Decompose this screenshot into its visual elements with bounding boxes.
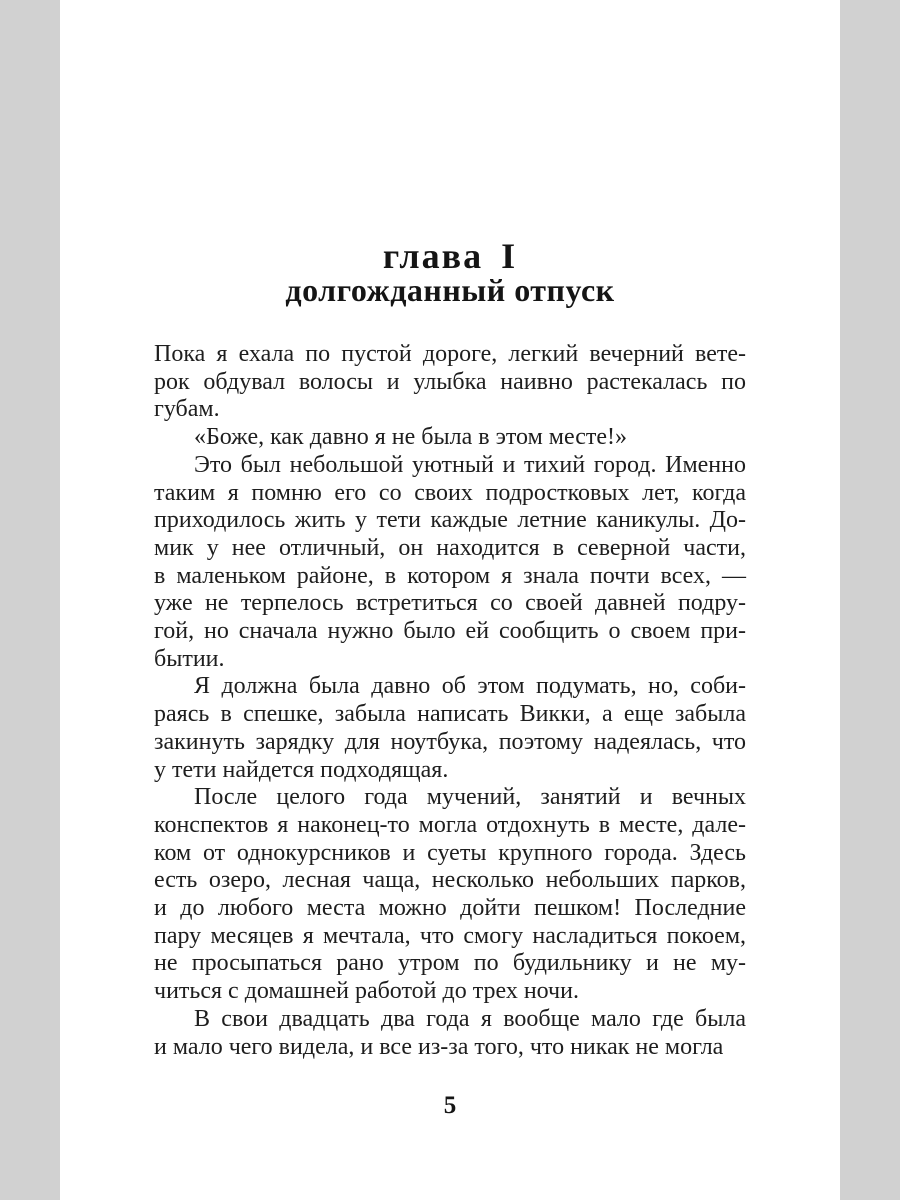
text-line: и мало чего видела, и все из-за того, что никак не могла — [154, 1033, 724, 1060]
text-line: После целого года мучений, занятий и вечных — [194, 784, 746, 811]
text-line: ком от однокурсников и суеты крупного города. Здесь — [154, 839, 746, 866]
text-line: Пока я ехала по пустой дороге, легкий вечерний вете- — [154, 341, 746, 367]
chapter-subtitle: долгожданный отпуск — [285, 272, 615, 308]
text-line: Это был небольшой уютный и тихий город. Именно — [194, 451, 746, 478]
chapter-heading: глава I — [382, 236, 518, 276]
paragraph — [154, 424, 746, 452]
paragraph — [154, 452, 746, 674]
paragraph — [154, 673, 746, 784]
text-line: раясь в спешке, забыла написать Викки, а еще забыла — [154, 701, 746, 728]
text-line: конспектов я наконец-то могла отдохнуть в месте, дале- — [154, 811, 746, 838]
text-line: и до любого места можно дойти пешком! Последние — [154, 895, 746, 922]
text-line: приходилось жить у тети каждые летние каникулы. До- — [154, 507, 746, 534]
text-line: рок обдувал волосы и улыбка наивно растекалась по — [154, 368, 746, 395]
text-line: закинуть зарядку для ноутбука, поэтому надеялась, что — [154, 728, 746, 755]
text-line: таким я помню его со своих подростковых лет, когда — [154, 479, 746, 506]
paragraph — [154, 341, 746, 424]
text-line: читься с домашней работой до трех ночи. — [154, 978, 579, 1005]
paragraph — [154, 784, 746, 1006]
text-line: есть озеро, лесная чаща, несколько небольших парков, — [154, 867, 746, 894]
text-line: в маленьком районе, в котором я знала почти всех, — — [154, 562, 746, 589]
text-line: гой, но сначала нужно было ей сообщить о своем при- — [154, 618, 746, 645]
text-line: не просыпаться рано утром по будильнику и не му- — [154, 950, 746, 977]
text-line: мик у нее отличный, он находится в северной части, — [154, 534, 746, 561]
text-line: В свои двадцать два года я вообще мало где была — [194, 1005, 746, 1032]
book-page — [60, 0, 840, 1200]
paragraph — [154, 1006, 746, 1061]
text-line: губам. — [154, 396, 220, 423]
text-line: Я должна была давно об этом подумать, но, соби- — [194, 673, 746, 700]
text-line: у тети найдется подходящая. — [154, 756, 449, 783]
text-line: пару месяцев я мечтала, что смогу насладиться покоем, — [154, 922, 746, 949]
text-line: бытии. — [154, 645, 225, 672]
body-text — [154, 341, 746, 1061]
text-line: уже не терпелось встретиться со своей давней подру- — [154, 590, 746, 617]
page-number: 5 — [443, 1092, 457, 1119]
text-line: «Боже, как давно я не была в этом месте!» — [194, 424, 628, 451]
